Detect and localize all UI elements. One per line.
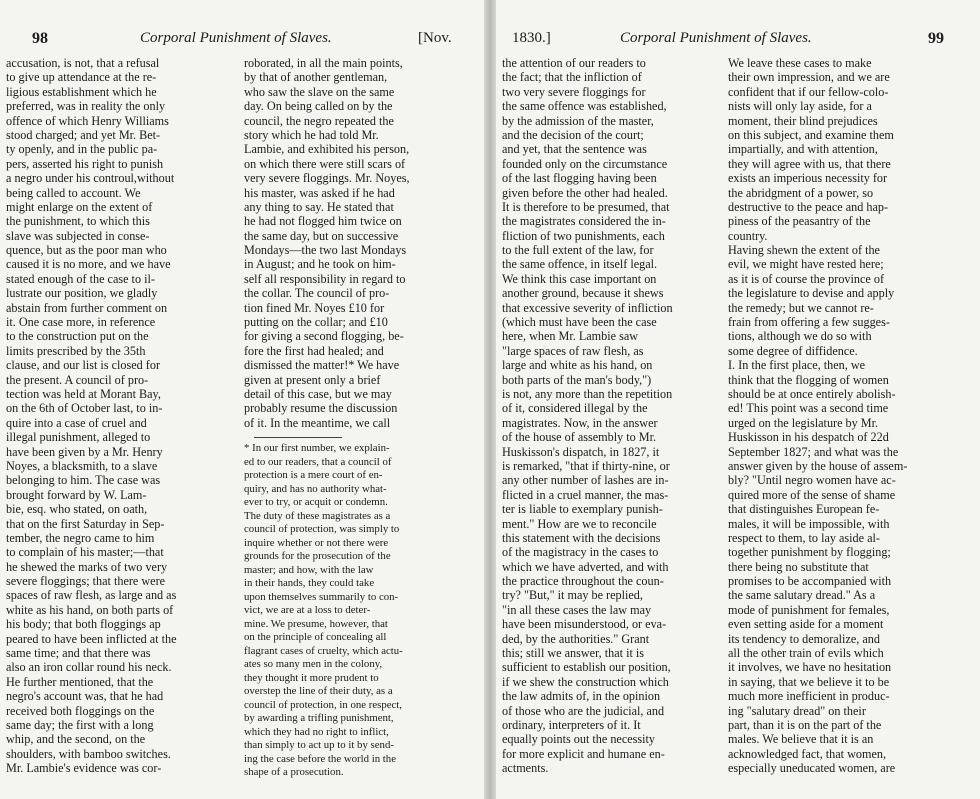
text-line: of the last flogging having been [502, 171, 657, 186]
text-line: council, the negro repeated the [244, 113, 394, 128]
text-line: master; and how, with the law [244, 563, 374, 576]
text-line: mine. We presume, however, that [244, 617, 388, 630]
text-line: ed to our readers, that a council of [244, 455, 392, 468]
text-line: tions, although we do so with [728, 329, 872, 344]
text-line: they will agree with us, that there [728, 156, 891, 171]
text-line: abstain from further comment on [6, 300, 168, 315]
text-line: We leave these cases to make [728, 56, 872, 70]
text-line: (which must have been the case [502, 315, 657, 330]
text-line: fore the first had healed; and [244, 343, 384, 358]
text-line: accusation, is not, that a refusal [6, 56, 160, 70]
text-line: especially uneducated women, are [728, 761, 896, 776]
footnote [244, 442, 458, 780]
text-line: spaces of raw flesh, as large and as [6, 588, 177, 603]
text-line: offence of which Henry Williams [6, 113, 169, 128]
text-line: this statement with the decisions [502, 530, 661, 545]
text-line: the magistrates considered the in- [502, 214, 666, 229]
text-line: answer given by the house of assem- [728, 458, 908, 473]
text-line: same day; the first with a long [6, 717, 154, 732]
text-line: evil, we might have rested here; [728, 257, 884, 272]
text-line: limits prescribed by the 35th [6, 343, 146, 358]
text-line: this; still we answer, that it is [502, 646, 645, 661]
text-line: the practice throughout the coun- [502, 574, 664, 589]
text-line: piness of the peasantry of the [728, 214, 871, 229]
text-line: by awarding a trifling punishment, [244, 712, 394, 725]
text-line: confident that if our fellow-colo- [728, 84, 889, 99]
text-line: stated enough of the case to il- [6, 271, 155, 286]
text-line: who saw the slave on the same [244, 84, 395, 99]
text-line: acknowledged fact, that women, [728, 746, 887, 761]
text-line: promises to be accompanied with [728, 574, 892, 589]
text-line: the collar. The council of pro- [244, 286, 390, 301]
left-page [0, 0, 484, 799]
left-page-header [22, 30, 472, 52]
text-line: ter is liable to exemplary punish- [502, 502, 663, 517]
header-date: 1830.] [512, 30, 551, 46]
text-line: on this subject, and examine them [728, 127, 894, 142]
text-line: lustrate our position, we gladly [6, 286, 158, 301]
right-page-header [512, 30, 962, 52]
text-line: flicted in a cruel manner, the mas- [502, 487, 669, 502]
text-line: tember, the negro came to him [6, 530, 155, 545]
running-title: Corporal Punishment of Slaves. [620, 30, 812, 46]
text-line: ded, by the authorities." Grant [502, 631, 650, 646]
text-line: destructive to the peace and hap- [728, 199, 889, 214]
page-number: 99 [928, 30, 944, 47]
text-line: the present. A council of pro- [6, 372, 149, 387]
text-line: bly? "Until negro women have ac- [728, 473, 896, 488]
text-line: here, when Mr. Lambie saw [502, 329, 639, 344]
text-line: severe floggings; that there were [6, 574, 166, 589]
text-line: Having shewn the extent of the [728, 243, 880, 258]
text-line: the law admits of, in the opinion [502, 689, 661, 704]
text-line: all the other train of evils which [728, 646, 884, 661]
text-line: quired more of the sense of shame [728, 487, 896, 502]
text-line: brought forward by W. Lam- [6, 487, 147, 502]
text-line: that on the first Saturday in Sep- [6, 516, 165, 531]
text-line: as it is of course the province of [728, 271, 885, 286]
text-line: urged on the legislature by Mr. [728, 415, 879, 430]
text-line: which we have adverted, and with [502, 559, 669, 574]
text-line: quire into a case of cruel and [6, 415, 147, 430]
text-line: fliction of two punishments, each [502, 228, 665, 243]
text-line: given before the other had healed. [502, 185, 668, 200]
text-line: shoulders, with bamboo switches. [6, 746, 171, 761]
text-line: country. [728, 228, 768, 243]
text-line: males. We believe that it is an [728, 732, 874, 747]
text-line: the legislature to devise and apply [728, 286, 895, 301]
text-line: ligious establishment which he [6, 84, 157, 99]
text-line: its tendency to demoralize, and [728, 631, 880, 646]
text-line: have been given by a Mr. Henry [6, 444, 163, 459]
text-line: upon themselves summarily to con- [244, 590, 399, 603]
text-line: on which there were still scars of [244, 156, 406, 171]
text-line: story which he had told Mr. [244, 127, 379, 142]
text-line: the fact; that the infliction of [502, 70, 642, 85]
right-column-1 [502, 56, 716, 796]
text-line: the punishment, to which this [6, 214, 150, 229]
text-line: much more inefficient in produc- [728, 689, 890, 704]
text-line: Mr. Lambie's evidence was cor- [6, 761, 162, 776]
text-line: also an iron collar round his neck. [6, 660, 172, 675]
text-line: ates so many men in the colony, [244, 658, 383, 671]
text-line: the same offence was established, [502, 99, 667, 114]
right-page [496, 0, 980, 799]
text-line: exists an imperious necessity for [728, 171, 888, 186]
text-line: given at present only a brief [244, 372, 381, 387]
text-line: * In our first number, we explain- [244, 442, 390, 455]
text-line: his body; that both floggings ap [6, 617, 161, 632]
text-line: shape of a prosecution. [244, 766, 344, 779]
text-line: vict, we are at a loss to deter- [244, 604, 371, 617]
text-line: ever to try, or acquit or condemn. [244, 496, 388, 509]
text-line: there being no substitute that [728, 559, 869, 574]
book-gutter [484, 0, 496, 799]
text-line: whip, and the second, on the [6, 732, 146, 747]
text-line: peared to have been inflicted at the [6, 631, 177, 646]
text-line: is remarked, "that if thirty-nine, or [502, 458, 670, 473]
text-line: clause, and our list is closed for [6, 358, 160, 373]
text-line: on the principle of concealing all [244, 631, 387, 644]
text-line: Huskisson in his despatch of 22d [728, 430, 889, 445]
header-date: [Nov. [418, 30, 452, 46]
text-line: founded only on the circumstance [502, 156, 668, 171]
text-line: slave was subjected in conse- [6, 228, 150, 243]
text-line: council of protection, was simply to [244, 523, 400, 536]
page-number: 98 [32, 30, 48, 47]
text-line: being called to account. We [6, 185, 141, 200]
text-line: ing the case before the world in the [244, 752, 396, 765]
text-line: preferred, was in reality the only [6, 99, 166, 114]
text-line: to give up attendance at the re- [6, 70, 157, 85]
text-line: he shewed the marks of two very [6, 559, 168, 574]
text-line: two very severe floggings for [502, 84, 646, 99]
text-line: which they had no right to inflict, [244, 725, 389, 738]
text-line: magistrates. Now, in the answer [502, 415, 658, 430]
right-column-2 [728, 56, 942, 796]
text-line: tection was held at Morant Bay, [6, 386, 161, 401]
text-line: large and white as his hand, on [502, 358, 653, 373]
text-line: of the house of assembly to Mr. [502, 430, 657, 445]
text-line: Mondays—the two last Mondays [244, 243, 407, 258]
text-line: try? "But," it may be replied, [502, 588, 643, 603]
text-line: on the 6th of October last, to in- [6, 401, 163, 416]
text-line: He further mentioned, that the [6, 674, 154, 689]
text-line: ordinary, interpreters of it. It [502, 717, 641, 732]
text-line: another ground, because it shews [502, 286, 664, 301]
text-line: Noyes, a blacksmith, to a slave [6, 458, 158, 473]
text-line: in their hands, they could take [244, 577, 375, 590]
text-line: males, it will be impossible, with [728, 516, 890, 531]
text-line: "in all these cases the law may [502, 602, 652, 617]
text-line: frain from offering a few sugges- [728, 315, 890, 330]
text-line: the same salutary dread." As a [728, 588, 876, 603]
text-line: grounds for the prosecution of the [244, 550, 391, 563]
text-line: the attention of our readers to [502, 56, 646, 70]
text-line: and the decision of the court; [502, 127, 644, 142]
text-line: a negro under his controul,without [6, 171, 175, 186]
text-line: bie, esq. who stated, on oath, [6, 502, 148, 517]
text-line: in August; and he took on him- [244, 257, 396, 272]
text-line: they thought it more prudent to [244, 671, 379, 684]
text-line: moment, their blind prejudices [728, 113, 878, 128]
text-line: caused it is no more, and we have [6, 257, 171, 272]
text-line: mode of punishment for females, [728, 602, 890, 617]
text-line: of those who are the judicial, and [502, 703, 665, 718]
text-line: that excessive severity of infliction [502, 300, 673, 315]
text-line: dismissed the matter!* We have [244, 358, 400, 373]
left-column-2 [244, 56, 458, 796]
text-line: inquire whether or not there were [244, 536, 389, 549]
text-line: ment." How are we to reconcile [502, 516, 657, 531]
text-line: the remedy; but we cannot re- [728, 300, 874, 315]
text-line: by that of another gentleman, [244, 70, 388, 85]
text-line: ty openly, and in the public pa- [6, 142, 158, 157]
footnote-rule [254, 437, 342, 438]
text-line: think that the flogging of women [728, 372, 889, 387]
text-line: impartially, and with attention, [728, 142, 878, 157]
text-line: should be at once entirely abolish- [728, 386, 896, 401]
text-line: council of protection, in one respect, [244, 698, 402, 711]
text-line: Huskisson's dispatch, in 1827, it [502, 444, 660, 459]
text-line: of it. In the meantime, we call [244, 415, 391, 430]
text-line: both parts of the man's body,") [502, 372, 652, 387]
text-line: self all responsibility in regard to [244, 271, 406, 286]
text-line: roborated, in all the main points, [244, 56, 403, 70]
text-line: September 1827; and what was the [728, 444, 899, 459]
text-line: by the admission of the master, [502, 113, 654, 128]
text-line: to the construction put on the [6, 329, 149, 344]
text-line: any other number of lashes are in- [502, 473, 669, 488]
running-title: Corporal Punishment of Slaves. [140, 30, 332, 46]
text-line: overstep the line of their duty, as a [244, 685, 393, 698]
text-line: the same day, but on successive [244, 228, 399, 243]
text-line: putting on the collar; and £10 [244, 315, 388, 330]
text-line: We think this case important on [502, 271, 657, 286]
text-line: of the magistracy in the cases to [502, 545, 659, 560]
text-line: The duty of these magistrates as a [244, 509, 391, 522]
text-line: quence, but as the poor man who [6, 243, 167, 258]
text-line: to complain of his master;—that [6, 545, 164, 560]
text-line: Lambie, and exhibited his person, [244, 142, 410, 157]
text-line: respect to them, to lay aside al- [728, 530, 880, 545]
text-line: he had not flogged him twice on [244, 214, 402, 229]
text-line: ing "salutary dread" on their [728, 703, 866, 718]
text-line: it involves, we have no hesitation [728, 660, 892, 675]
text-line: together punishment by flogging; [728, 545, 891, 560]
text-line: for giving a second flogging, be- [244, 329, 404, 344]
text-line: for more explicit and humane en- [502, 746, 665, 761]
text-line: same time; and that there was [6, 646, 151, 661]
text-line: illegal punishment, alleged to [6, 430, 151, 445]
text-line: negro's account was, that he had [6, 689, 164, 704]
text-line: quiry, and has no authority what- [244, 482, 387, 495]
text-line: sufficient to establish our position, [502, 660, 671, 675]
text-line: I. In the first place, then, we [728, 358, 866, 373]
text-line: part, than it is on the part of the [728, 717, 882, 732]
text-line: even setting aside for a moment [728, 617, 884, 632]
text-line: protection is a mere court of en- [244, 469, 383, 482]
text-line: and yet, that the sentence was [502, 142, 647, 157]
text-line: might enlarge on the extent of [6, 199, 153, 214]
text-line: equally points out the necessity [502, 732, 655, 747]
text-line: nists will only lay aside, for a [728, 99, 872, 114]
text-line: tion fined Mr. Noyes £10 for [244, 300, 385, 315]
text-line: It is therefore to be presumed, that [502, 199, 670, 214]
text-line: "large spaces of raw flesh, as [502, 343, 644, 358]
text-line: ed! This point was a second time [728, 401, 889, 416]
text-line: belonging to him. The case was [6, 473, 161, 488]
text-line: if we shew the construction which [502, 674, 669, 689]
text-line: day. On being called on by the [244, 99, 393, 114]
text-line: his master, was asked if he had [244, 185, 395, 200]
text-line: very severe floggings. Mr. Noyes, [244, 171, 410, 186]
text-line: to the full extent of the law, for [502, 243, 654, 258]
left-column-1 [6, 56, 220, 796]
text-line: have been misunderstood, or eva- [502, 617, 667, 632]
text-line: probably resume the discussion [244, 401, 398, 416]
text-line: is not, any more than the repetition [502, 386, 673, 401]
text-line: the same offence, in itself legal. [502, 257, 658, 272]
text-line: pers, asserted his right to punish [6, 156, 164, 171]
text-line: any thing to say. He stated that [244, 199, 394, 214]
text-line: it. One case more, in reference [6, 315, 156, 330]
text-line: flagrant cases of cruelty, which actu- [244, 644, 403, 657]
text-line: white as his hand, on both parts of [6, 602, 174, 617]
text-line: in saying, that we believe it to be [728, 674, 890, 689]
text-line: actments. [502, 761, 549, 776]
text-line: of it, considered illegal by the [502, 401, 648, 416]
text-line: than simply to act up to it by send- [244, 739, 394, 752]
text-line: stood charged; and yet Mr. Bet- [6, 127, 161, 142]
text-line: the abridgment of a power, so [728, 185, 874, 200]
text-line: their own impression, and we are [728, 70, 890, 85]
text-line: some degree of diffidence. [728, 343, 858, 358]
text-line: received both floggings on the [6, 703, 155, 718]
text-line: that distinguishes European fe- [728, 502, 880, 517]
text-line: detail of this case, but we may [244, 386, 392, 401]
